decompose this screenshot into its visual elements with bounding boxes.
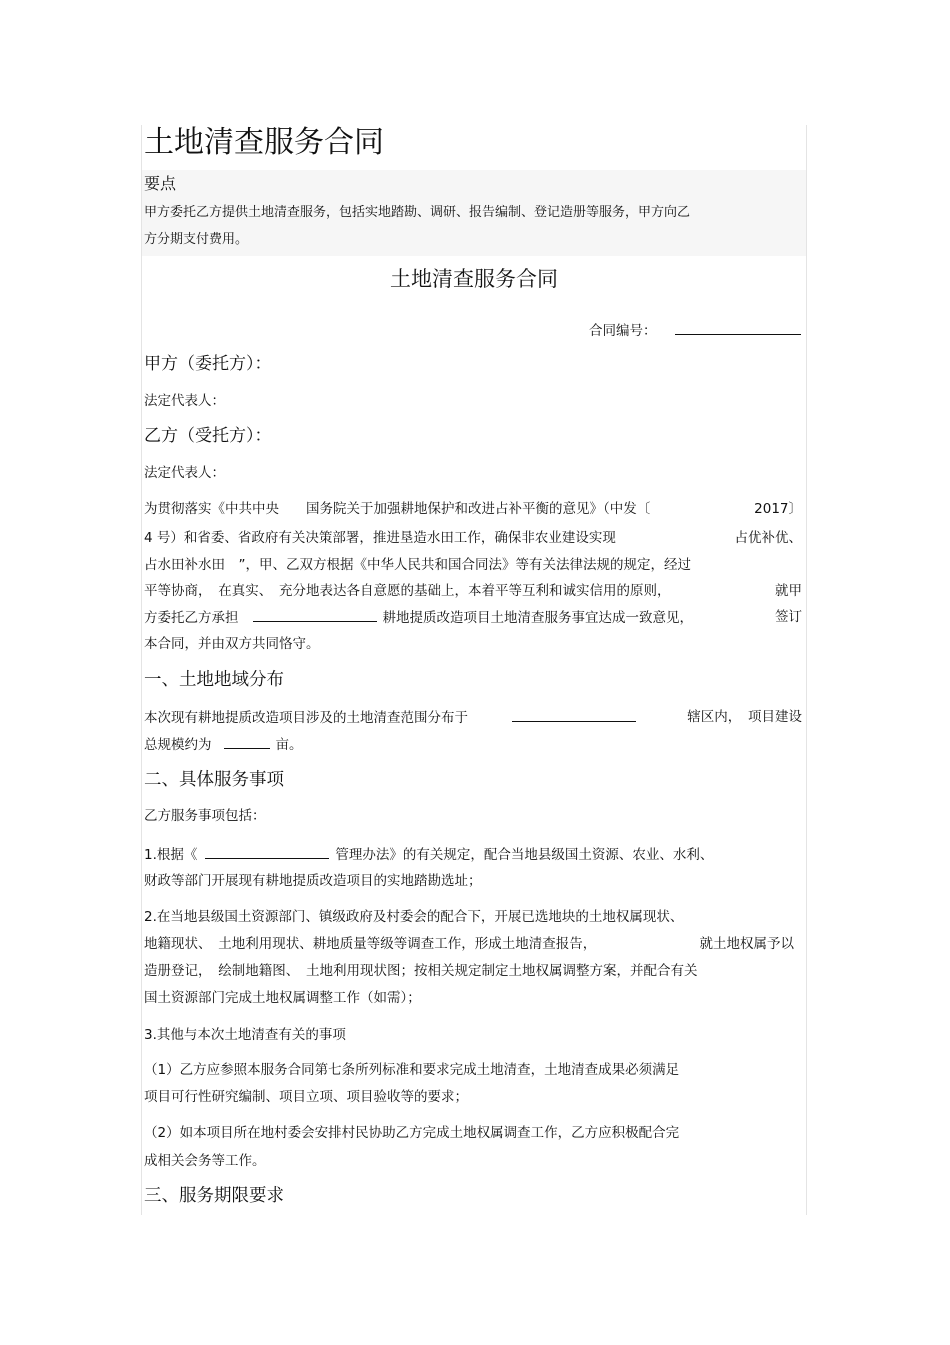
preamble-line-5-start: 方委托乙方承担 <box>144 610 239 626</box>
preamble-line-3: 占水田补水田 ”，甲、乙双方根据《中华人民共和国合同法》等有关法律法规的规定，经过 <box>144 557 691 573</box>
item-3: 3.其他与本次土地清查有关的事项 <box>144 1027 346 1043</box>
item-1-line-1-end: 管理办法》的有关规定，配合当地县级国土资源、农业、水利、 <box>335 847 714 863</box>
right-border <box>806 125 807 1215</box>
regulation-name-blank <box>205 844 329 859</box>
preamble-line-2: 4 号）和省委、省政府有关决策部署，推进垦造水田工作，确保非农业建设实现 <box>144 530 616 546</box>
item-1-line-1-start: 1.根据《 <box>144 847 198 863</box>
item-2-line-1: 2.在当地县级国土资源部门、镇级政府及村委会的配合下，开展已选地块的土地权属现状、 <box>144 909 684 925</box>
summary-line-2: 方分期支付费用。 <box>144 232 249 247</box>
section-2-intro: 乙方服务事项包括： <box>144 808 266 824</box>
party-b-legal-rep: 法定代表人： <box>144 465 225 481</box>
preamble-line-4-end: 就甲 <box>775 583 802 599</box>
project-name-blank <box>253 607 377 622</box>
party-a-legal-rep: 法定代表人： <box>144 393 225 409</box>
preamble-line-1: 为贯彻落实《中共中央 国务院关于加强耕地保护和改进占补平衡的意见》（中发〔 <box>144 501 651 517</box>
summary-line-1: 甲方委托乙方提供土地清查服务，包括实地踏勘、调研、报告编制、登记造册等服务，甲方向乙 <box>144 205 691 220</box>
document-title: 土地清查服务合同 <box>144 125 384 160</box>
contract-number-blank <box>675 320 801 335</box>
item-2-line-2: 地籍现状、 土地利用现状、耕地质量等级等调查工作，形成土地清查报告， <box>144 936 597 952</box>
summary-label: 要点 <box>144 174 177 193</box>
item-3-1-line-1: （1）乙方应参照本服务合同第七条所列标准和要求完成土地清查，土地清查成果必须满足 <box>144 1062 680 1078</box>
preamble-line-4: 平等协商， 在真实、 充分地表达各自意愿的基础上，本着平等互利和诚实信用的原则， <box>144 583 671 599</box>
section-1-line-1-end: 辖区内， 项目建设 <box>687 709 802 725</box>
region-blank <box>512 707 636 722</box>
section-3-title: 三、服务期限要求 <box>144 1186 284 1206</box>
section-1-line-2 <box>144 734 303 755</box>
preamble-line-6: 本合同，并由双方共同恪守。 <box>144 636 320 652</box>
section-1-title: 一、土地地域分布 <box>144 670 284 690</box>
item-1-line-2: 财政等部门开展现有耕地提质改造项目的实地踏勘选址； <box>144 873 482 889</box>
item-1-line-1 <box>144 844 713 865</box>
preamble-line-5-end: 签订 <box>775 609 802 625</box>
preamble-line-1-end: 2017〕 <box>754 501 802 517</box>
item-2-line-4: 国土资源部门完成土地权属调整工作（如需）； <box>144 990 421 1006</box>
section-1-line-1-start: 本次现有耕地提质改造项目涉及的土地清查范围分布于 <box>144 710 468 726</box>
contract-number <box>589 320 801 341</box>
section-1-line-2-start: 总规模约为 <box>144 737 212 753</box>
section-1-line-2-end: 亩。 <box>275 737 303 753</box>
item-2-line-2-end: 就土地权属予以 <box>699 936 794 952</box>
preamble-line-2-end: 占优补优、 <box>734 530 802 546</box>
area-blank <box>224 734 270 749</box>
item-3-2-line-1: （2）如本项目所在地村委会安排村民协助乙方完成土地权属调查工作，乙方应积极配合完 <box>144 1125 680 1141</box>
contract-title: 土地清查服务合同 <box>390 267 558 291</box>
item-3-1-line-2: 项目可行性研究编制、项目立项、项目验收等的要求； <box>144 1089 468 1105</box>
preamble-line-5 <box>144 607 693 628</box>
section-2-title: 二、具体服务事项 <box>144 770 284 790</box>
item-3-2-line-2: 成相关会务等工作。 <box>144 1153 266 1169</box>
party-a: 甲方（委托方）： <box>144 354 272 374</box>
contract-number-label: 合同编号： <box>589 323 657 339</box>
section-1-line-1 <box>144 707 644 728</box>
party-b: 乙方（受托方）： <box>144 426 272 446</box>
item-2-line-3: 造册登记， 绘制地籍图、 土地利用现状图；按相关规定制定土地权属调整方案，并配合有关 <box>144 963 698 979</box>
preamble-line-5-middle: 耕地提质改造项目土地清查服务事宜达成一致意见， <box>382 610 693 626</box>
